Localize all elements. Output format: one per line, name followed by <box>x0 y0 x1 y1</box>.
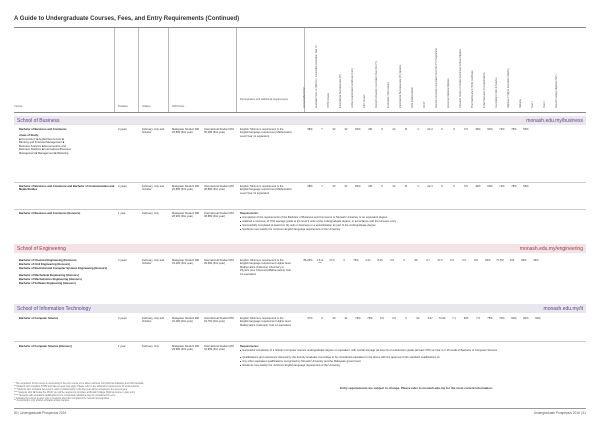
value-cell: 4 <box>417 185 419 188</box>
value-cell: 79% <box>353 259 359 262</box>
value-cell: 32 <box>332 128 336 131</box>
value-cell: 49% <box>475 185 481 188</box>
requirement-item: ■ Students must satisfy the minimum English language requirement of the University <box>240 228 580 232</box>
table-row <box>14 317 586 339</box>
header-v7: Indonesian SMA Grades <box>387 82 390 108</box>
header-v0: IGCSE/SPM/STPM <box>303 87 306 108</box>
page-title: A Guide to Undergraduate Courses, Fees, and Entry Requirements (Continued) <box>14 16 240 22</box>
header-v12: Advanced Diploma/Diploma <box>447 78 450 108</box>
value-cell: 49% <box>475 128 481 131</box>
header-v5: UEC Grades <box>363 94 366 108</box>
course-name: Bachelor of Computer Science <box>19 317 59 320</box>
fee-local: Malaysian Student RM 26,880 (first year) <box>172 128 200 135</box>
value-cell: 96 <box>414 259 418 262</box>
value-cell: 600 <box>463 317 469 320</box>
value-cell: 9 <box>441 185 443 188</box>
header-v8: International Baccalaureate (IB) Diploma <box>399 64 402 108</box>
majors-list: ■ Accounting* ■ Applied Economics ■ Banking and Financial Management ■ Business Analytics ■ Econometrics and Business Statistics ■ International Business Management ■ Management ■ Marketing <box>19 138 71 155</box>
value-cell: 7.1 <box>452 317 456 320</box>
course-name: Bachelor of Mechatronics Engineering (Honours) <box>19 278 82 281</box>
value-cell: 60% <box>487 128 493 131</box>
value-cell: 78% <box>511 185 517 188</box>
value-cell: 72% <box>499 128 505 131</box>
value-cell: 3.5 <box>390 259 394 262</box>
course-name: Bachelor of Software Engineering (Honours) <box>19 282 76 285</box>
duration: 4 years <box>118 259 127 262</box>
requirement-item: ■ Students must satisfy the minimum English language requirement of the University <box>240 364 580 368</box>
footnote: ^ Indicates the course is open only to students who have completed the relevant prerequisites <box>14 397 110 400</box>
prereq: English: Minimum requirement is the English language requirement Mathematics Level Year 11 equivalent <box>240 128 292 138</box>
value-cell: 6 <box>381 128 383 131</box>
course-name: Bachelor of Civil Engineering (Honours) <box>19 263 71 266</box>
value-cell: 37% <box>307 317 313 320</box>
course-name: Bachelor of Electrical and Computer Systems Engineering (Honours) <box>19 267 108 270</box>
section-title: School of Engineering <box>17 245 66 252</box>
value-cell: 36% <box>533 259 539 262</box>
footer-left: 50 | Undergraduate Prospectus 2016 <box>14 411 67 415</box>
value-cell: 86% <box>521 259 527 262</box>
value-cell: 4 As <box>365 259 371 262</box>
value-cell: 3 <box>403 259 405 262</box>
header-v4: Unified Examination Certificate (UEC) <box>351 68 354 108</box>
requirement-item: ■ Completion of the requirements of the Bachelor of Business and Commerce or Monash University or an equivalent degree <box>240 216 580 220</box>
header-v3: International Baccalaureate (IB) <box>339 74 342 108</box>
requirements-heading: Requirements: <box>240 212 259 215</box>
value-cell: 7 <box>321 185 323 188</box>
row-divider <box>14 209 586 210</box>
footnotes <box>14 383 314 403</box>
value-cell: B <box>405 128 407 131</box>
prereq: English: Minimum requirement is the English language requirement Higher level Mathematics (Calculus) Year 12 equivalent <box>240 317 291 327</box>
footnote: *** Students who complete two Level 1 units of mathematics in the first year will be accepted to the second year. <box>14 388 128 391</box>
value-cell: 86.29% <box>303 259 313 262</box>
section-business <box>14 116 586 125</box>
header-v14: Thai Matthayom 6 (TM6) Certificate <box>471 70 474 108</box>
intakes: February, July <box>142 345 159 348</box>
value-cell: 79% <box>367 317 373 320</box>
footnote: ***** Students with equivalent qualifications from recognised institutions may be considered for entry <box>14 394 116 397</box>
value-cell: 7 <box>321 128 323 131</box>
value-cell: 62 <box>416 317 420 320</box>
value-cell: 60% <box>487 185 493 188</box>
footnote: ** Students who complete STPM and take A-Level may apply. Please refer to the admission requirements for local students <box>14 385 140 388</box>
value-cell: 22 <box>392 185 396 188</box>
requirement-item: ■ Any other equivalent qualifications recognised by Monash University and the Malaysian government <box>240 360 580 364</box>
fee-intl: International Student RM 35,380 (first year) <box>204 128 234 135</box>
duration: 1 year <box>118 212 126 215</box>
section-link[interactable]: monash.edu.my/engineering <box>519 245 583 252</box>
value-cell: 6.5 <box>464 128 468 131</box>
fee-local: Malaysian Student RM 29,980 (first year) <box>172 345 200 352</box>
fee-intl: International Student RM 39,680 (first year) <box>204 259 234 266</box>
value-cell: AB <box>368 128 372 131</box>
footnote: ^^ Accounting is only offered at Kuala Lumpur campus <box>14 400 70 403</box>
header-v13: Canadian Grade 12 Ontario Secondary School Diploma <box>459 49 462 108</box>
value-cell: 78% <box>511 128 517 131</box>
value-cell: 22.4 <box>427 185 433 188</box>
section-title: School of Business <box>17 117 60 124</box>
header-v15: Indian Standard XII Examinations <box>483 72 486 108</box>
header-v21: Monash College Diploma Part 1 <box>555 74 558 108</box>
requirement-item: ■ Attained a minimum of 70% average grade at the level 3 units of the undergraduate degree, in accordance with the Honours entry <box>240 220 580 224</box>
intakes: February, July <box>142 212 159 215</box>
header-prereq: Prerequisites and additional requirements <box>240 98 288 101</box>
course-name: Bachelor of Chemical Engineering (Honours) <box>19 259 77 262</box>
duration: 4 years <box>118 185 127 188</box>
section-title: School of Information Technology <box>17 305 91 312</box>
value-cell: 72% <box>499 185 505 188</box>
table-row <box>14 128 586 172</box>
value-cell: 30 <box>332 317 336 320</box>
value-cell: 37.5 <box>437 259 443 262</box>
value-cell: 64% <box>511 317 517 320</box>
value-cell: 4 <box>417 128 419 131</box>
section-link[interactable]: monash.edu.my/business <box>526 117 583 124</box>
header-duration: Duration <box>118 105 128 108</box>
header-v16: Foundation in Arts & Science <box>495 77 498 108</box>
fee-local: Malaysian Student RM 28,900 (first year) <box>172 212 200 219</box>
row-divider <box>14 182 586 183</box>
value-cell: 84% <box>355 185 361 188</box>
value-cell: 37.5 <box>329 259 335 262</box>
header-divider <box>14 112 586 113</box>
header-v20: Year 2 <box>543 101 546 108</box>
fee-intl: International Student RM 34,760 (first year) <box>204 317 234 324</box>
column-headers <box>14 28 586 112</box>
value-cell: 22 <box>392 128 396 131</box>
value-cell: 8.8 <box>474 259 478 262</box>
value-cell: 3.7 <box>426 259 430 262</box>
fee-intl: International Student RM 34,980 (first year) <box>204 345 234 352</box>
header-fees: 2016 Fees <box>172 105 185 108</box>
section-engineering <box>14 244 586 253</box>
value-cell: 77.5% <box>496 259 504 262</box>
value-cell: 1.6 /2 *** <box>316 259 324 265</box>
header-v2: STPM Grades <box>327 92 330 108</box>
value-cell: 32 <box>344 185 348 188</box>
value-cell: 73.93 <box>438 317 446 320</box>
header-course: Course <box>14 105 23 108</box>
value-cell: 84% <box>485 259 491 262</box>
section-it <box>14 304 586 313</box>
value-cell: 6.5 <box>464 185 468 188</box>
requirement-item: ■ Successfully completed at least four (4) units in business or a specialisation as part of the undergraduate degree <box>240 224 580 228</box>
value-cell: 70% <box>499 317 505 320</box>
intakes: February, July and October <box>142 317 165 324</box>
value-cell: 3.2 <box>462 259 466 262</box>
row-divider <box>14 341 586 342</box>
value-cell: 6.6 <box>380 317 384 320</box>
duration: 3 years <box>118 317 127 320</box>
value-cell: 3.67 <box>427 317 433 320</box>
fee-local: Malaysian Student RM 33,280 (first year) <box>172 259 200 266</box>
table-row <box>14 185 586 207</box>
value-cell: 56% <box>523 185 529 188</box>
value-cell: B <box>405 185 407 188</box>
course-name: Bachelor of Business and Commerce and Bachelor of Communication and Media Studies <box>19 185 115 192</box>
intakes: February, July and October <box>142 185 165 192</box>
prereq: English: Minimum requirement is the English language requirement Higher level Mathematics (Calculus) Chemistry or Physics (see Chemistry/Mathematics) Year 12 equivalent <box>240 259 292 276</box>
header-v6: Monash University Foundation Year (MUFY) <box>375 61 378 108</box>
header-v1: Australian Year 12 (WACE) / Foundation Australian Year 12 <box>315 45 318 108</box>
value-cell: 80% <box>523 317 529 320</box>
fee-intl: International Student RM 38,880 (first year) <box>204 212 234 219</box>
value-cell: 104 <box>509 259 515 262</box>
value-cell: 75% <box>355 317 361 320</box>
value-cell: 22.4 <box>427 128 433 131</box>
value-cell: 6 <box>453 185 455 188</box>
value-cell: 9 <box>321 317 323 320</box>
value-cell: 31 <box>344 317 348 320</box>
requirements-heading: Requirements: <box>240 345 259 348</box>
value-cell: 3.5 <box>392 317 396 320</box>
header-intakes: Intakes <box>142 105 151 108</box>
requirement-item: ■ Successful completion of a relevant computer science undergraduate degree or equivalent, with overall average (at level 3) of a distinction grade (at least 70%) at Year 3 or 15 credit of Bachelor of Computer Science <box>240 349 580 353</box>
notice-text: Entry requirements are subject to change. Please refer to monash.edu.my for the most current information. <box>340 386 493 390</box>
fee-intl: International Student RM 38,880 (first year) <box>204 185 234 192</box>
value-cell: 60% <box>535 317 541 320</box>
duration: 3 years <box>118 128 127 131</box>
course-name: Bachelor of Business and Commerce <box>19 128 67 131</box>
header-v17: Diploma of Higher Education (DipHE) <box>507 68 510 108</box>
intakes: February, July and October <box>142 259 165 266</box>
value-cell: 6.5 <box>450 259 454 262</box>
footnote: * The completion of this course in Accounting is the only course to be able to achieve CA (ANZ) accreditation and CPA Australia <box>14 383 144 385</box>
value-cell: 9 <box>441 128 443 131</box>
value-cell: 7.5 <box>476 317 480 320</box>
section-link[interactable]: monash.edu.my/it <box>543 305 583 312</box>
duration: 1 year <box>118 345 126 348</box>
header-v18: Diploma <box>519 99 522 108</box>
value-cell: 3 <box>343 259 345 262</box>
value-cell: 38% <box>307 128 313 131</box>
header-v19: Year 1 <box>531 101 534 108</box>
course-name: Bachelor of Mechanical Engineering (Honours) <box>19 274 79 277</box>
value-cell: 56% <box>523 128 529 131</box>
table-row <box>14 345 586 375</box>
course-name: Bachelor of Computer Science (Honours) <box>19 345 72 348</box>
value-cell: 6 <box>381 185 383 188</box>
value-cell: 38% <box>307 185 313 188</box>
value-cell: 32 <box>332 185 336 188</box>
footer-right: Undergraduate Prospectus 2016 | 51 <box>533 411 586 415</box>
value-cell: 75% <box>487 317 493 320</box>
intakes: February, July and October <box>142 128 165 135</box>
value-cell: 32 <box>344 128 348 131</box>
fee-local: Malaysian Student RM 22,280 (first year) <box>172 317 200 324</box>
majors-heading: Areas of Study: <box>19 134 39 137</box>
prereq: English: Minimum requirement is the English language requirement Mathematics Level Year 11 equivalent <box>240 185 292 195</box>
fee-local: Malaysian Student RM 26,880 (first year) <box>172 185 200 192</box>
requirement-item: ■ Qualifications and experience deemed by the Faculty Graduate Committee to be considered equivalent to the above with the approval of the standard qualifications on <box>240 356 580 360</box>
header-v10: MUFY <box>423 101 426 108</box>
header-v11: Monash University Foundation Year (MUFY) Programme <box>435 48 438 108</box>
value-cell: 6 <box>453 128 455 131</box>
value-cell: 8.25 <box>377 259 383 262</box>
footnote: **** Students who fall below the ATAR, you will be required to complete a Monash College Diploma course to gain entry <box>14 391 136 394</box>
value-cell: 84% <box>355 128 361 131</box>
value-cell: 3 <box>405 317 407 320</box>
footer-divider <box>14 408 586 409</box>
value-cell: AB <box>368 185 372 188</box>
table-row <box>14 259 586 297</box>
table-row <box>14 212 586 238</box>
course-name: Bachelor of Business and Commerce (Honours) <box>19 212 81 215</box>
header-v9: SAM (Matriculation) <box>411 87 414 108</box>
